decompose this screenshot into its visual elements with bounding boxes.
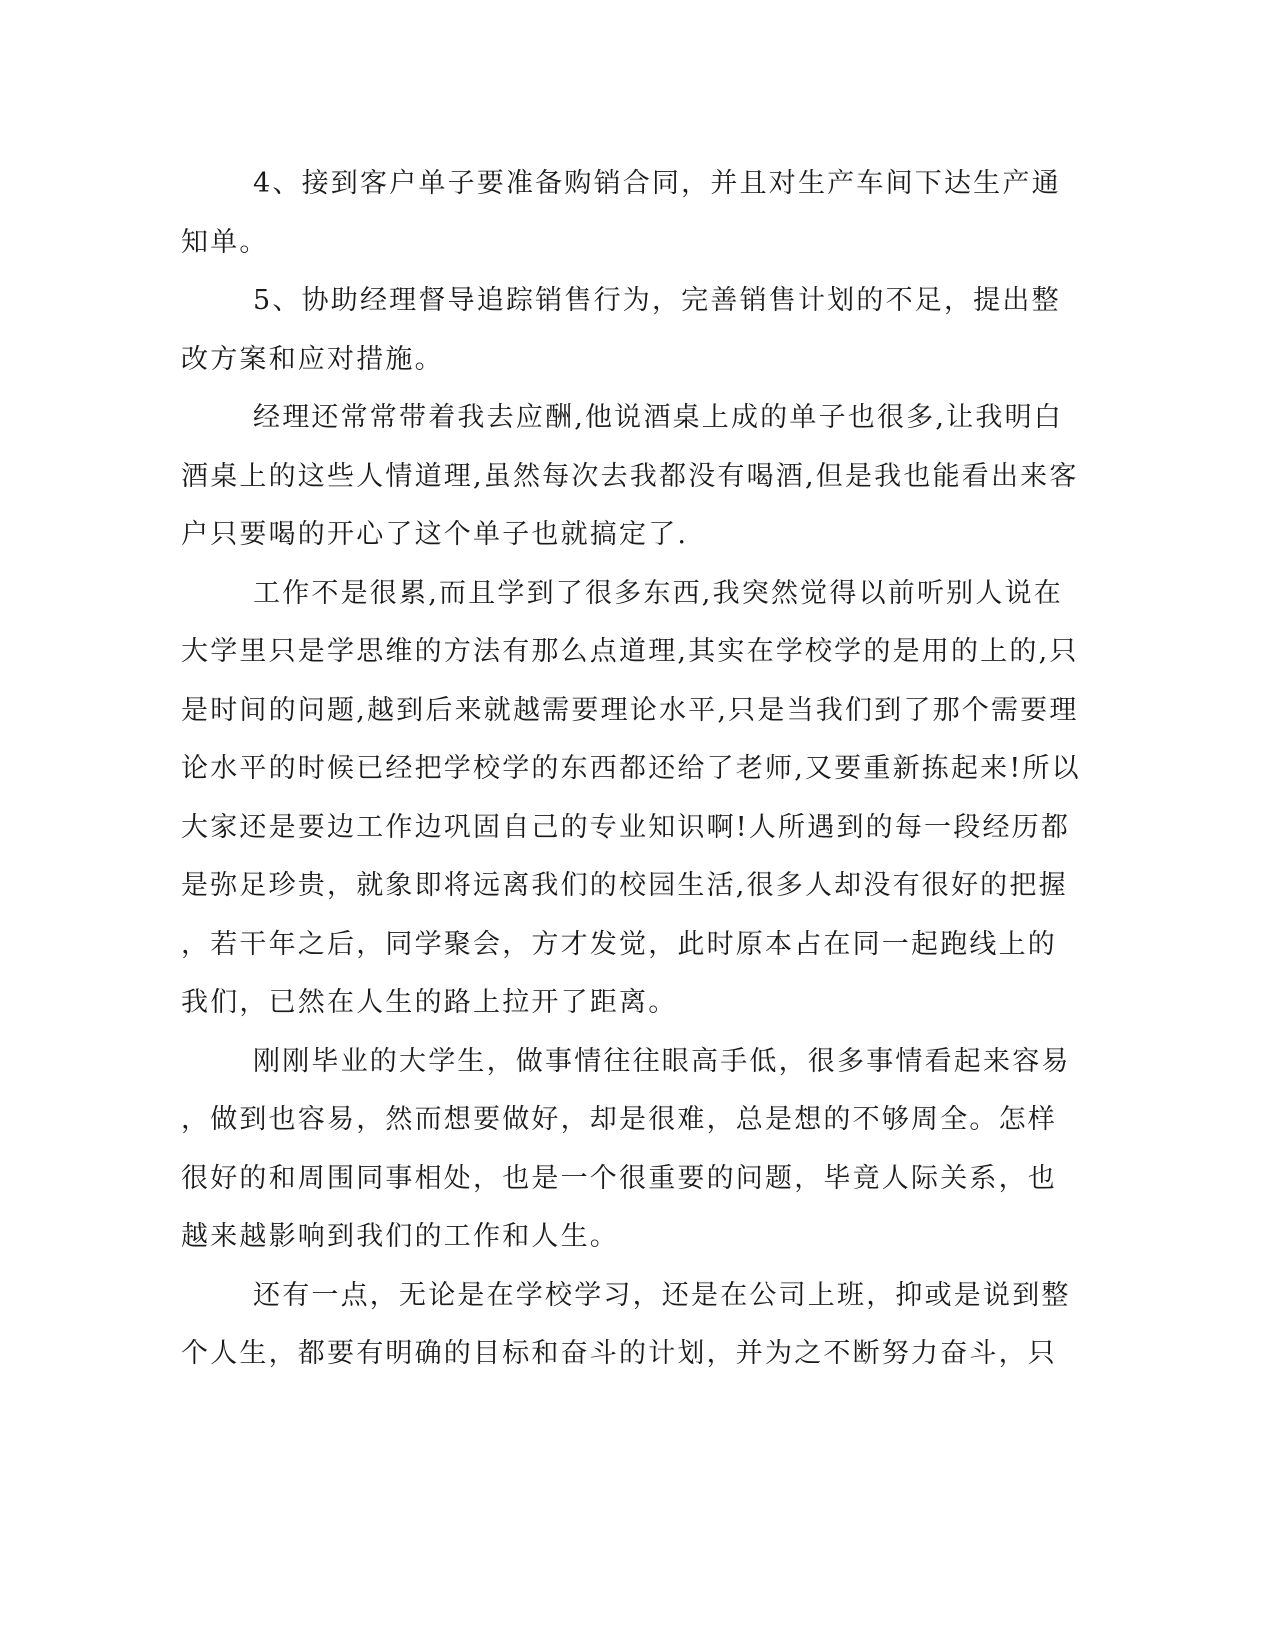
text-line: 5、协助经理督导追踪销售行为，完善销售计划的不足，提出整 <box>253 285 1061 316</box>
text-line: 工作不是很累,而且学到了很多东西,我突然觉得以前听别人说在 <box>253 577 1063 609</box>
text-line: 知单。 <box>181 226 269 258</box>
text-line: 改方案和应对措施。 <box>181 343 444 375</box>
text-line: 还有一点，无论是在学校学习，还是在公司上班，抑或是说到整 <box>253 1279 1071 1311</box>
text-line: 刚刚毕业的大学生，做事情往往眼高手低，很多事情看起来容易 <box>253 1045 1071 1077</box>
text-line: 越来越影响到我们的工作和人生。 <box>181 1221 619 1252</box>
text-line: 大学里只是学思维的方法有那么点道理,其实在学校学的是用的上的,只 <box>181 636 1079 667</box>
text-line: 我们，已然在人生的路上拉开了距离。 <box>181 987 678 1018</box>
text-line: 个人生，都要有明确的目标和奋斗的计划，并为之不断努力奋斗，只 <box>181 1338 1057 1369</box>
text-line: 很好的和周围同事相处，也是一个很重要的问题，毕竟人际关系，也 <box>181 1162 1057 1194</box>
text-line: 4、接到客户单子要准备购销合同，并且对生产车间下达生产通 <box>253 168 1061 199</box>
text-line: 户只要喝的开心了这个单子也就搞定了. <box>181 519 689 550</box>
text-line: 大家还是要边工作边巩固自己的专业知识啊!人所遇到的每一段经历都 <box>181 811 1071 843</box>
text-line: ，做到也容易，然而想要做好，却是很难，总是想的不够周全。怎样 <box>181 1104 1057 1135</box>
text-line: 是弥足珍贵，就象即将远离我们的校园生活,很多人却没有很好的把握 <box>181 870 1068 901</box>
text-line: 酒桌上的这些人情道理,虽然每次去我都没有喝酒,但是我也能看出来客 <box>181 460 1079 492</box>
text-line: 经理还常常带着我去应酬,他说酒桌上成的单子也很多,让我明白 <box>253 402 1063 433</box>
text-line: ，若干年之后，同学聚会，方才发觉，此时原本占在同一起跑线上的 <box>181 928 1057 960</box>
text-line: 论水平的时候已经把学校学的东西都还给了老师,又要重新拣起来!所以 <box>181 753 1081 784</box>
document-body <box>181 155 1081 1384</box>
text-line: 是时间的问题,越到后来就越需要理论水平,只是当我们到了那个需要理 <box>181 694 1079 726</box>
